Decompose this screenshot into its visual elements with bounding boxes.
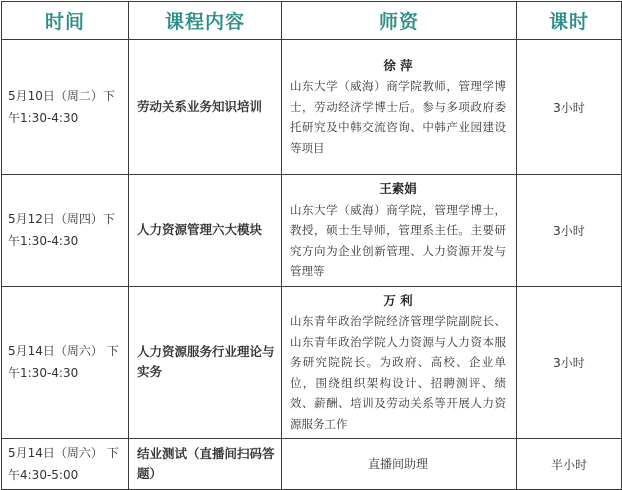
row-hours: 3小时 — [517, 175, 622, 287]
header-course: 课程内容 — [129, 2, 282, 40]
row-course: 人力资源服务行业理论与实务 — [129, 286, 282, 439]
row-hours: 3小时 — [517, 286, 622, 439]
table-row — [2, 40, 622, 175]
teacher-description: 山东大学（威海）商学院教师，管理学博士，劳动经济学博士后。参与多项政府委托研究及中韩交流咨询、中韩产业园建设等项目 — [290, 79, 506, 155]
table-row — [2, 175, 622, 287]
header-teacher: 师资 — [282, 2, 517, 40]
row-course: 结业测试（直播间扫码答题） — [129, 439, 282, 490]
row-hours: 半小时 — [517, 439, 622, 490]
course-schedule-table — [1, 1, 622, 490]
header-time: 时间 — [2, 2, 129, 40]
teacher-name: 王素娟 — [379, 181, 417, 196]
table-row — [2, 439, 622, 490]
row-time: 5月14日（周六） 下午1:30-4:30 — [2, 286, 129, 439]
row-teacher — [282, 40, 517, 175]
row-teacher — [282, 175, 517, 287]
row-time: 5月14日（周六） 下午4:30-5:00 — [2, 439, 129, 490]
row-teacher: 直播间助理 — [282, 439, 517, 490]
teacher-description: 山东青年政治学院经济管理学院副院长、山东青年政治学院人力资源与人力资本服务研究院院长。为政府、高校、企业单位，围绕组织架构设计、招聘测评、绩效、薪酬、培训及劳动关系等开展人力资源服务工作 — [290, 314, 506, 431]
row-time: 5月10日（周二）下午1:30-4:30 — [2, 40, 129, 175]
table-header-row — [2, 2, 622, 40]
row-hours: 3小时 — [517, 40, 622, 175]
row-time: 5月12日（周四）下午1:30-4:30 — [2, 175, 129, 287]
teacher-description: 山东大学（威海）商学院，管理学博士，教授，硕士生导师，管理系主任。主要研究方向为企业创新管理、人力资源开发与管理等 — [290, 202, 506, 278]
teacher-name: 徐 萍 — [383, 57, 413, 73]
table-row — [2, 286, 622, 439]
teacher-name: 万 利 — [383, 292, 413, 308]
header-hours: 课时 — [517, 2, 622, 40]
row-course: 劳动关系业务知识培训 — [129, 40, 282, 175]
row-teacher — [282, 286, 517, 439]
row-course: 人力资源管理六大模块 — [129, 175, 282, 287]
